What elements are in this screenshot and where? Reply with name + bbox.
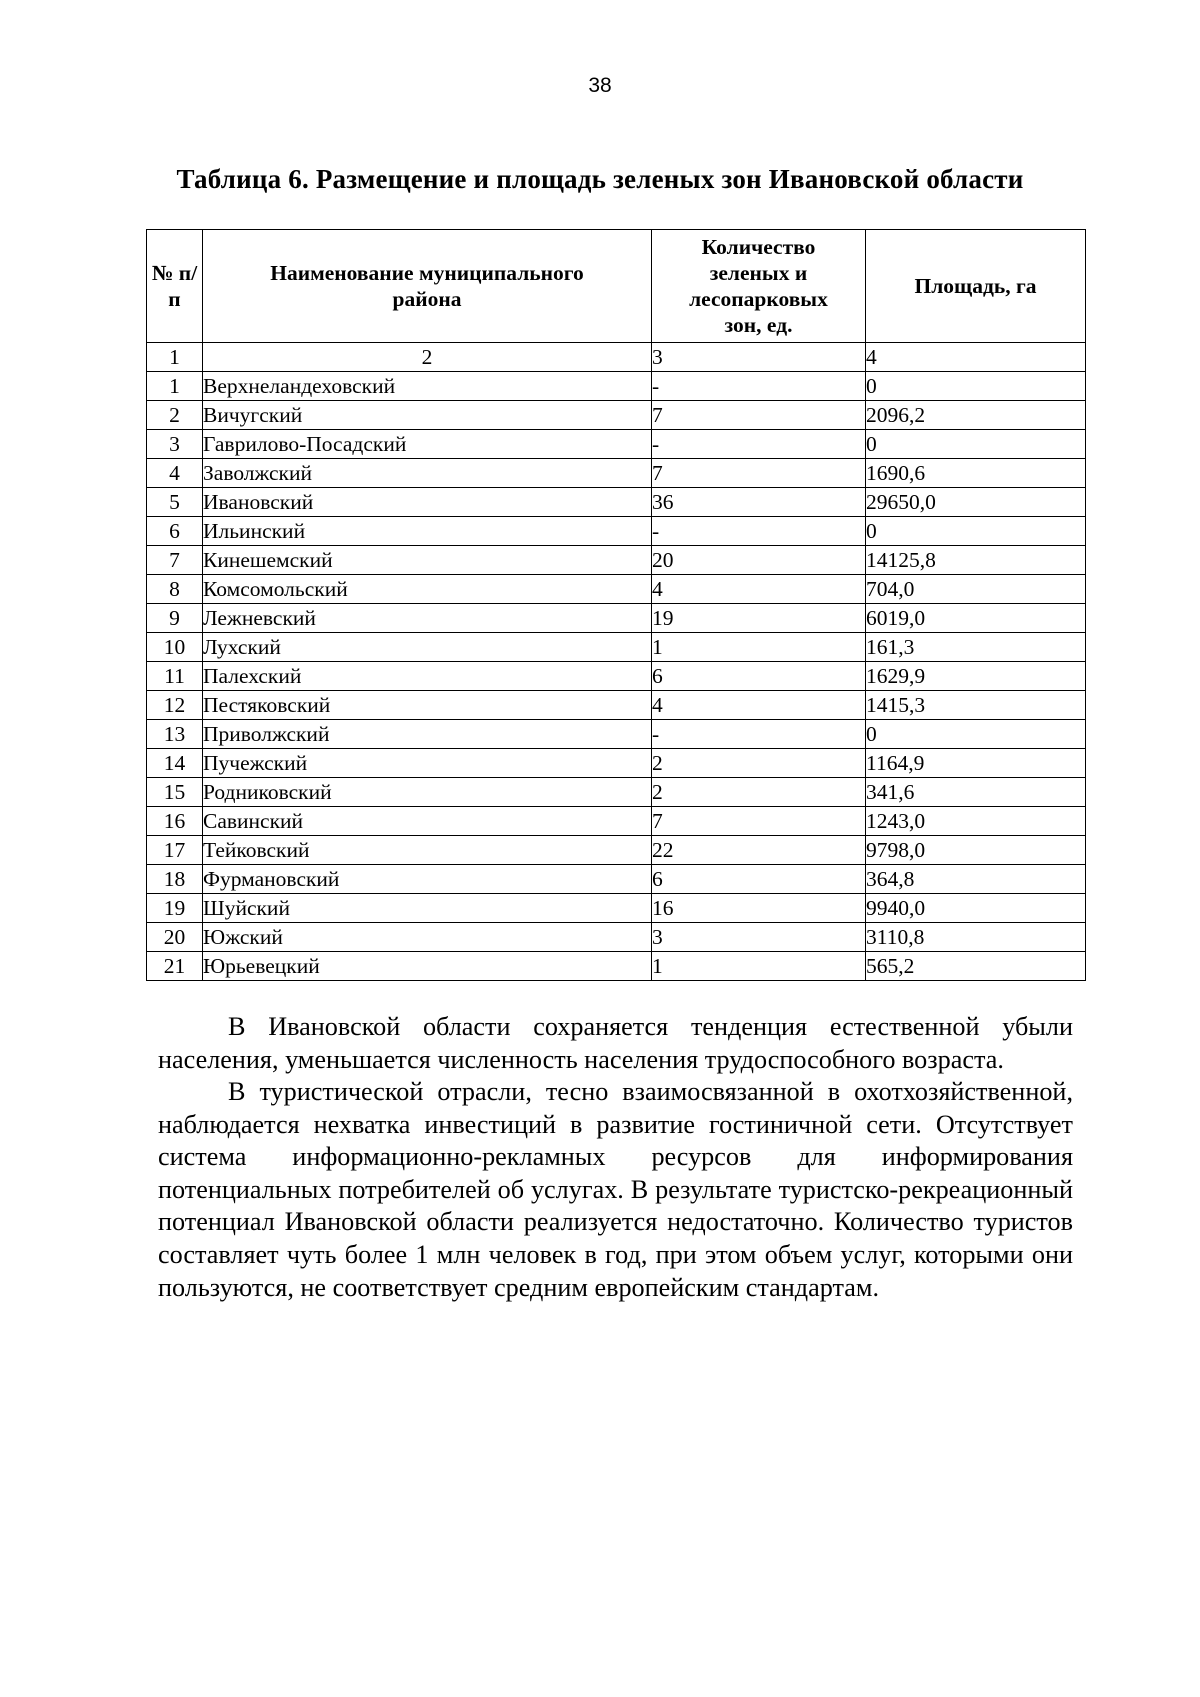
row-district-name: Пучежский — [203, 749, 652, 778]
column-number: 1 — [147, 343, 203, 372]
row-area: 364,8 — [866, 865, 1086, 894]
row-zone-count: 2 — [652, 749, 866, 778]
row-number: 4 — [147, 459, 203, 488]
row-district-name: Лежневский — [203, 604, 652, 633]
row-area: 0 — [866, 430, 1086, 459]
row-number: 16 — [147, 807, 203, 836]
row-number: 5 — [147, 488, 203, 517]
row-zone-count: 6 — [652, 662, 866, 691]
table-header — [147, 230, 1086, 343]
row-zone-count: 20 — [652, 546, 866, 575]
row-number: 19 — [147, 894, 203, 923]
row-zone-count: 1 — [652, 633, 866, 662]
row-area: 29650,0 — [866, 488, 1086, 517]
row-district-name: Савинский — [203, 807, 652, 836]
row-area: 341,6 — [866, 778, 1086, 807]
table-row — [147, 401, 1086, 430]
row-district-name: Заволжский — [203, 459, 652, 488]
row-area: 6019,0 — [866, 604, 1086, 633]
row-number: 18 — [147, 865, 203, 894]
header-area: Площадь, га — [866, 230, 1086, 343]
row-area: 9940,0 — [866, 894, 1086, 923]
table-row — [147, 546, 1086, 575]
row-number: 6 — [147, 517, 203, 546]
row-area: 0 — [866, 372, 1086, 401]
row-number: 9 — [147, 604, 203, 633]
table-row — [147, 952, 1086, 981]
row-district-name: Гаврилово-Посадский — [203, 430, 652, 459]
row-area: 1243,0 — [866, 807, 1086, 836]
table-row — [147, 807, 1086, 836]
row-number: 13 — [147, 720, 203, 749]
row-number: 1 — [147, 372, 203, 401]
table-row — [147, 575, 1086, 604]
row-zone-count: 4 — [652, 575, 866, 604]
row-area: 3110,8 — [866, 923, 1086, 952]
row-area: 161,3 — [866, 633, 1086, 662]
row-district-name: Ильинский — [203, 517, 652, 546]
row-number: 7 — [147, 546, 203, 575]
row-area: 2096,2 — [866, 401, 1086, 430]
table-row — [147, 923, 1086, 952]
row-area: 0 — [866, 517, 1086, 546]
row-area: 565,2 — [866, 952, 1086, 981]
row-zone-count: 7 — [652, 401, 866, 430]
column-number: 3 — [652, 343, 866, 372]
row-district-name: Ивановский — [203, 488, 652, 517]
row-zone-count: - — [652, 720, 866, 749]
row-number: 10 — [147, 633, 203, 662]
header-num: № п/п — [147, 230, 203, 343]
row-number: 14 — [147, 749, 203, 778]
row-area: 14125,8 — [866, 546, 1086, 575]
row-district-name: Комсомольский — [203, 575, 652, 604]
row-district-name: Шуйский — [203, 894, 652, 923]
row-zone-count: 19 — [652, 604, 866, 633]
table-row — [147, 372, 1086, 401]
row-zone-count: - — [652, 372, 866, 401]
row-area: 1690,6 — [866, 459, 1086, 488]
row-district-name: Юрьевецкий — [203, 952, 652, 981]
row-area: 0 — [866, 720, 1086, 749]
table-row — [147, 430, 1086, 459]
row-district-name: Приволжский — [203, 720, 652, 749]
row-zone-count: 2 — [652, 778, 866, 807]
row-district-name: Тейковский — [203, 836, 652, 865]
row-number: 3 — [147, 430, 203, 459]
row-area: 1164,9 — [866, 749, 1086, 778]
row-zone-count: 7 — [652, 459, 866, 488]
row-district-name: Верхнеландеховский — [203, 372, 652, 401]
row-number: 17 — [147, 836, 203, 865]
row-zone-count: 22 — [652, 836, 866, 865]
table-row — [147, 778, 1086, 807]
header-name: Наименование муниципального района — [203, 230, 652, 343]
table-row — [147, 894, 1086, 923]
row-number: 21 — [147, 952, 203, 981]
table-row — [147, 836, 1086, 865]
table-row — [147, 720, 1086, 749]
row-district-name: Южский — [203, 923, 652, 952]
table-body — [147, 343, 1086, 981]
row-area: 1415,3 — [866, 691, 1086, 720]
table-row — [147, 517, 1086, 546]
row-district-name: Родниковский — [203, 778, 652, 807]
row-number: 8 — [147, 575, 203, 604]
row-district-name: Кинешемский — [203, 546, 652, 575]
column-number: 4 — [866, 343, 1086, 372]
row-district-name: Палехский — [203, 662, 652, 691]
row-zone-count: 36 — [652, 488, 866, 517]
table-row — [147, 633, 1086, 662]
header-count: Количество зеленых и лесопарковых зон, ед. — [652, 230, 866, 343]
row-number: 12 — [147, 691, 203, 720]
table-row — [147, 865, 1086, 894]
page-number: 38 — [588, 74, 612, 97]
paragraph-population: В Ивановской области сохраняется тенденция естественной убыли населения, уменьшается численность населения трудоспособного возраста. — [158, 1012, 1073, 1074]
row-area: 9798,0 — [866, 836, 1086, 865]
row-area: 704,0 — [866, 575, 1086, 604]
row-zone-count: - — [652, 430, 866, 459]
table-row — [147, 488, 1086, 517]
table-row — [147, 749, 1086, 778]
row-district-name: Вичугский — [203, 401, 652, 430]
row-number: 15 — [147, 778, 203, 807]
row-zone-count: 4 — [652, 691, 866, 720]
row-zone-count: 6 — [652, 865, 866, 894]
row-area: 1629,9 — [866, 662, 1086, 691]
table-row — [147, 691, 1086, 720]
row-zone-count: 16 — [652, 894, 866, 923]
table-row — [147, 459, 1086, 488]
row-zone-count: 3 — [652, 923, 866, 952]
table-caption: Таблица 6. Размещение и площадь зеленых зон Ивановской области — [176, 164, 1024, 194]
column-number-row — [147, 343, 1086, 372]
paragraph-tourism: В туристической отрасли, тесно взаимосвязанной в охотхозяйственной, наблюдается нехватка инвестиций в развитие гостиничной сети. Отсутствует система информационно-рекламных ресурсов для информирования потенциальных потребителей об услугах. В результате туристско-рекреационный потенциал Ивановской области реализуется недостаточно. Количество туристов составляет чуть более 1 млн человек в год, при этом объем услуг, которыми они пользуются, не соответствует средним европейским стандартам. — [158, 1077, 1073, 1302]
table-row — [147, 662, 1086, 691]
row-district-name: Пестяковский — [203, 691, 652, 720]
column-number: 2 — [203, 343, 652, 372]
row-number: 20 — [147, 923, 203, 952]
row-district-name: Лухский — [203, 633, 652, 662]
row-zone-count: 1 — [652, 952, 866, 981]
row-number: 11 — [147, 662, 203, 691]
row-zone-count: 7 — [652, 807, 866, 836]
green-zones-table — [146, 229, 1086, 981]
row-zone-count: - — [652, 517, 866, 546]
table-row — [147, 604, 1086, 633]
row-district-name: Фурмановский — [203, 865, 652, 894]
row-number: 2 — [147, 401, 203, 430]
header-row — [147, 230, 1086, 343]
